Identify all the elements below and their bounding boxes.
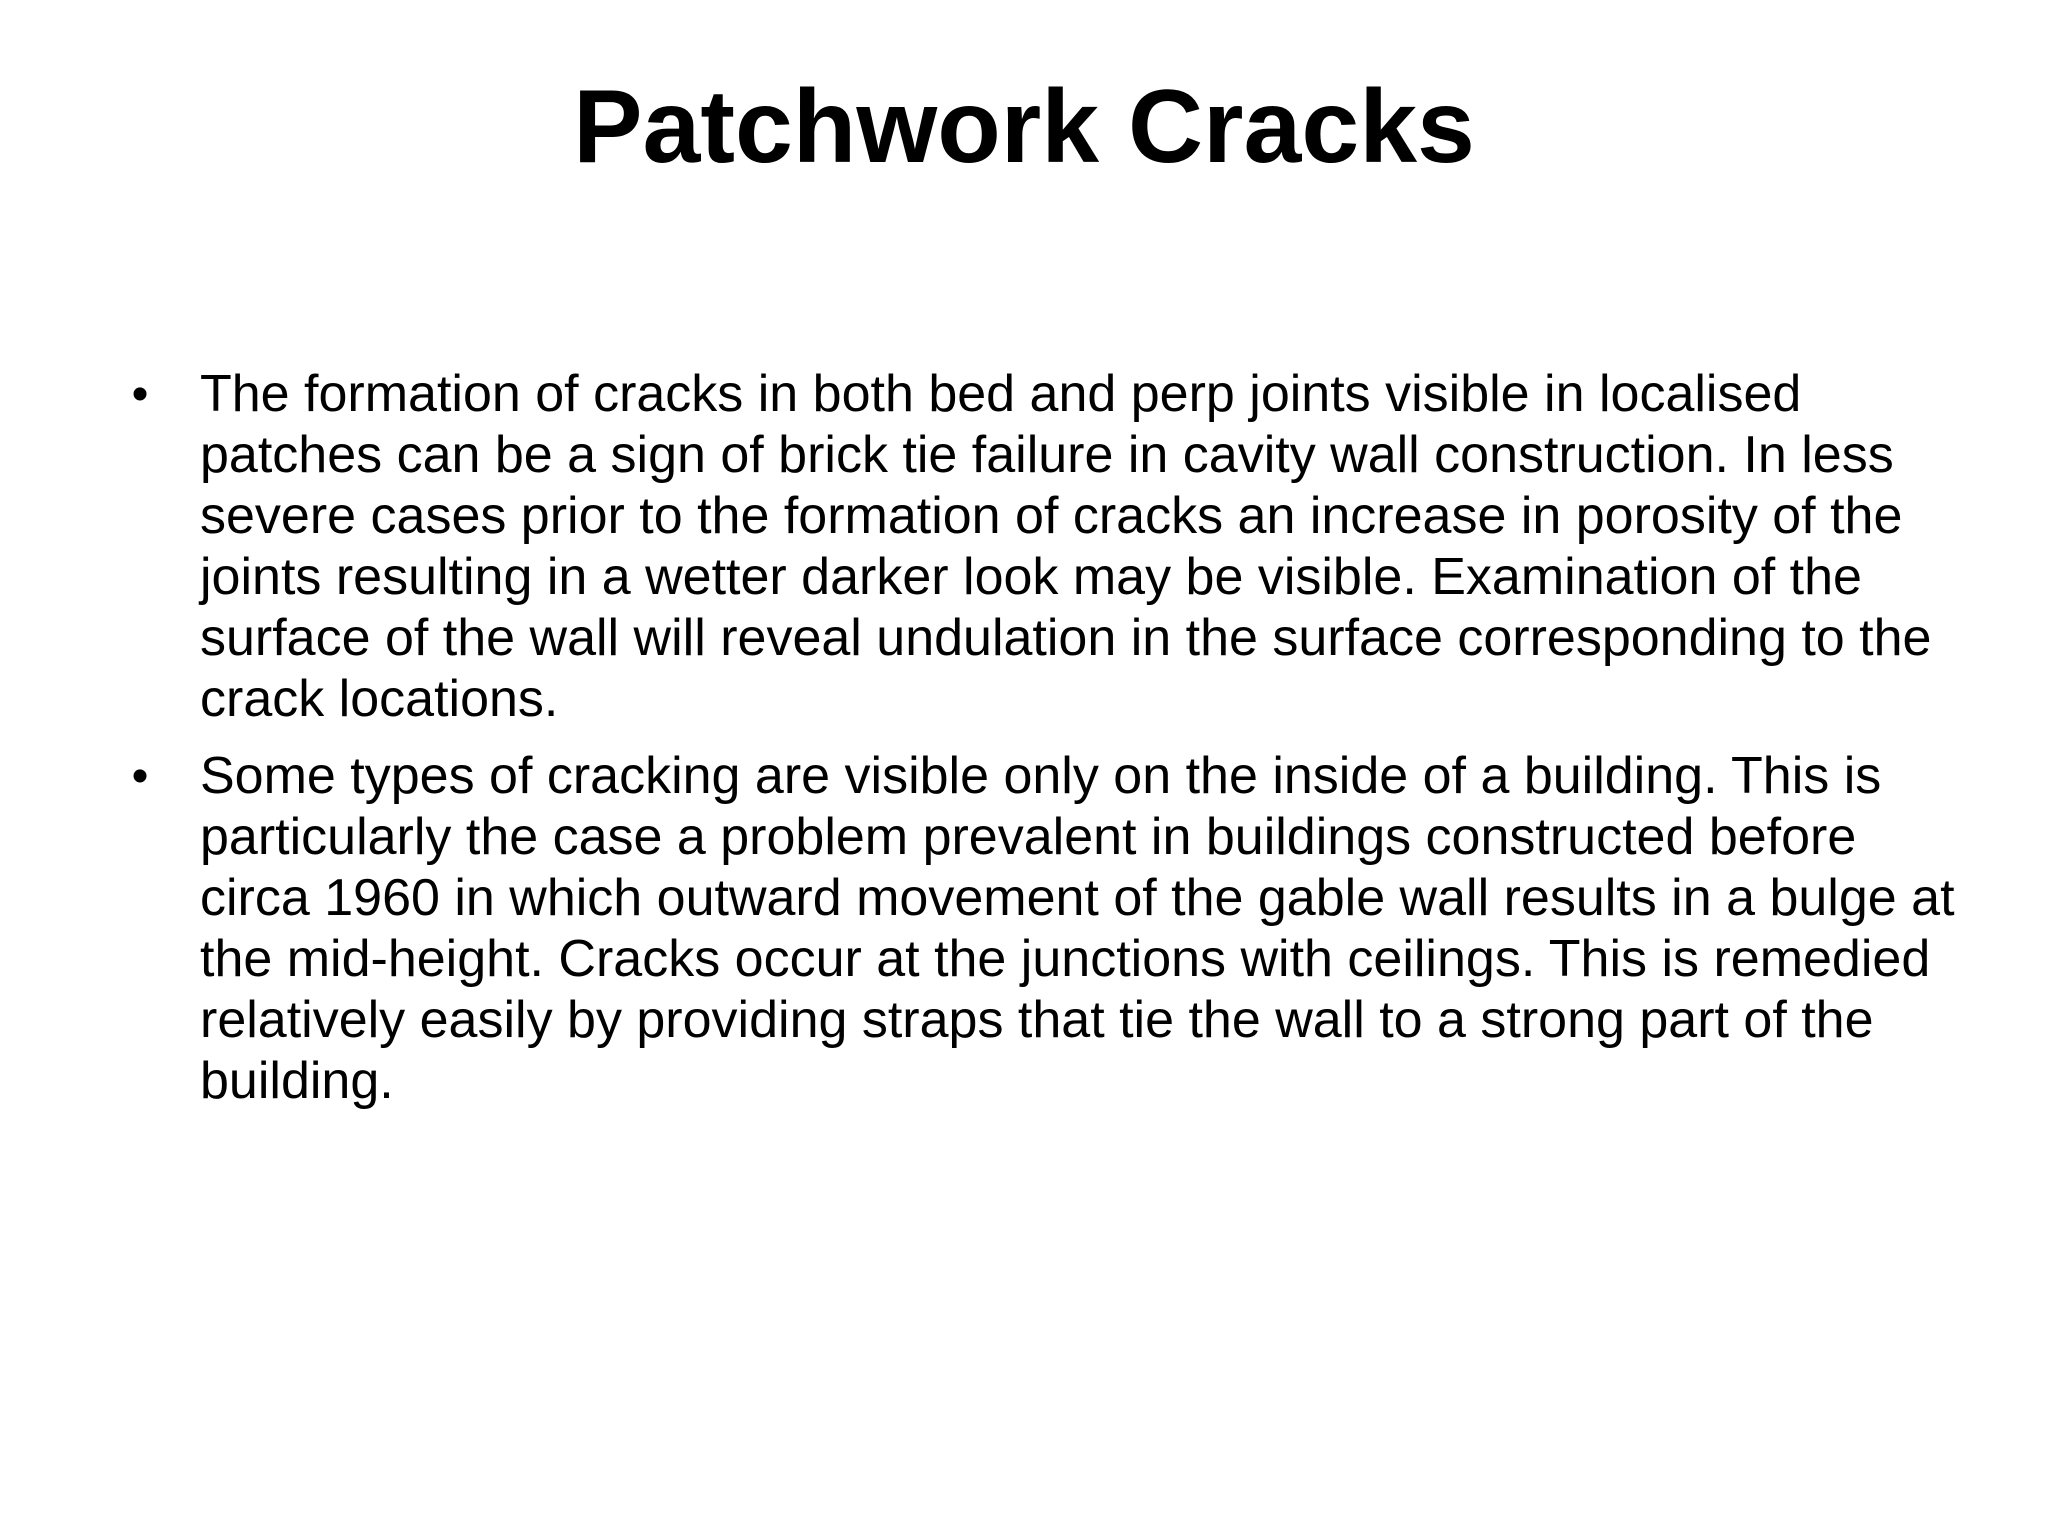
slide-title: Patchwork Cracks	[573, 69, 1475, 185]
bullet-icon: •	[131, 368, 149, 421]
bullet-item	[120, 364, 1960, 730]
bullet-item	[120, 746, 1960, 1112]
bullet-icon: •	[131, 750, 149, 803]
bullet-text: Some types of cracking are visible only on the inside of a building. This is particularly the case a problem prevalent in buildings constructed before circa 1960 in which outward movement of the gable wall results in a bulge at the mid-height. Cracks occur at the junctions with ceilings. This is remedied relatively easily by providing straps that tie the wall to a strong part of the building.	[200, 747, 1955, 1110]
bullet-list	[120, 364, 1960, 1128]
bullet-text: The formation of cracks in both bed and perp joints visible in localised patches can be a sign of brick tie failure in cavity wall construction. In less severe cases prior to the formation of cracks an increase in porosity of the joints resulting in a wetter darker look may be visible. Examination of the surface of the wall will reveal undulation in the surface corresponding to the crack locations.	[200, 365, 1932, 728]
